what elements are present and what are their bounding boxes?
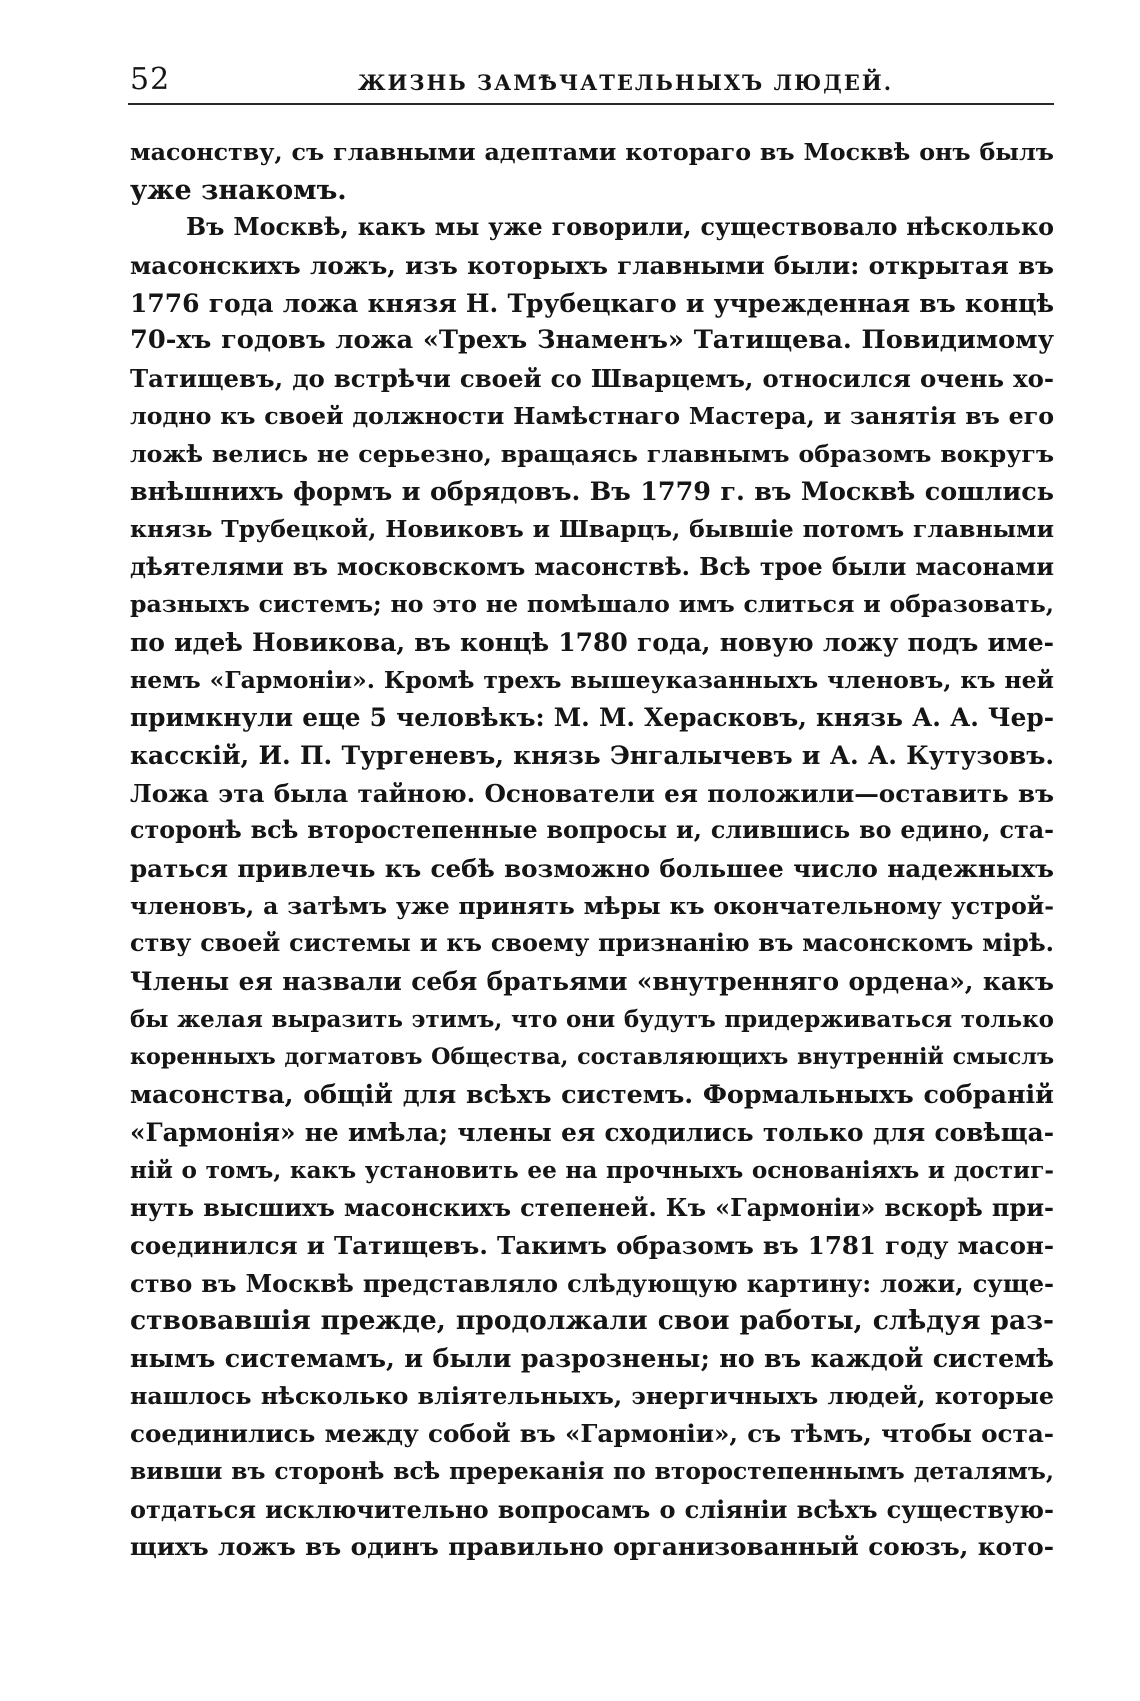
text-line: уже знакомъ. [130, 174, 347, 206]
text-line: «Гармонія» не имѣла; члены ея сходились только для совѣща- [130, 1117, 1054, 1147]
text-line: Члены ея назвали себя братьями «внутренняго ордена», какъ [130, 967, 1054, 997]
text-line: масонству, съ главными адептами котораго въ Москвѣ онъ былъ [130, 138, 1054, 166]
text-line: разныхъ системъ; но это не помѣшало имъ слиться и образовать, [130, 590, 1054, 619]
text-line: сторонѣ всѣ второстепенные вопросы и, слившись во едино, ста- [130, 816, 1054, 845]
text-line: щихъ ложъ въ одинъ правильно организованный союзъ, кото- [130, 1532, 1054, 1562]
text-line: вивши въ сторонѣ всѣ пререканія по второстепеннымъ деталямъ, [130, 1457, 1054, 1486]
text-line: раться привлечь къ себѣ возможно большее число надежныхъ [130, 854, 1054, 884]
text-line: князь Трубецкой, Новиковъ и Шварцъ, бывшіе потомъ главными [130, 514, 1054, 543]
text-line: лодно къ своей должности Намѣстнаго Мастера, и занятія въ его [130, 401, 1054, 430]
text-line: примкнули еще 5 человѣкъ: М. М. Херасковъ, князь А. А. Чер- [130, 703, 1054, 733]
text-line: дѣятелями въ московскомъ масонствѣ. Всѣ трое были масонами [130, 552, 1054, 581]
text-line: Татищевъ, до встрѣчи своей со Шварцемъ, относился очень хо- [130, 364, 1054, 394]
text-line: Ложа эта была тайною. Основатели ея положили—оставить въ [130, 778, 1054, 808]
text-line: Въ Москвѣ, какъ мы уже говорили, существовало нѣсколько [186, 213, 1054, 242]
header-rule [128, 103, 1054, 105]
running-head [128, 62, 1054, 102]
text-line: масонства, общій для всѣхъ системъ. Формальныхъ собраній [130, 1079, 1054, 1110]
text-line: внѣшнихъ формъ и обрядовъ. Въ 1779 г. въ Москвѣ сошлись [130, 476, 1054, 507]
text-line: касскій, И. П. Тургеневъ, князь Энгалычевъ и А. А. Кутузовъ. [130, 741, 1054, 770]
text-line: отдаться исключительно вопросамъ о сліяніи всѣхъ существую- [130, 1494, 1054, 1524]
text-line: ству своей системы и къ своему признанію въ масонскомъ мірѣ. [130, 929, 1054, 958]
text-line: нашлось нѣсколько вліятельныхъ, энергичныхъ людей, которые [130, 1381, 1054, 1410]
text-line: нуть высшихъ масонскихъ степеней. Къ «Гармоніи» вскорѣ при- [130, 1193, 1054, 1223]
text-line: ложѣ велись не серьезно, вращаясь главнымъ образомъ вокругъ [130, 439, 1054, 468]
body-text [130, 134, 1054, 1566]
text-line: ство въ Москвѣ представляло слѣдующую картину: ложи, суще- [130, 1268, 1054, 1298]
text-line: ній о томъ, какъ установить ее на прочныхъ основаніяхъ и достиг- [130, 1156, 1054, 1184]
text-line: 1776 года ложа князя Н. Трубецкаго и учрежденная въ концѣ [130, 288, 1054, 318]
text-line: коренныхъ догматовъ Общества, составляющихъ внутренній смыслъ [130, 1043, 1054, 1070]
text-line: соединились между собой въ «Гармоніи», съ тѣмъ, чтобы оста- [130, 1419, 1054, 1449]
text-line: ствовавшія прежде, продолжали свои работы, слѣдуя раз- [130, 1305, 1054, 1337]
text-line: 70-хъ годовъ ложа «Трехъ Знаменъ» Татищева. Повидимому [130, 325, 1054, 356]
text-line: членовъ, а затѣмъ уже принять мѣры къ окончательному устрой- [130, 891, 1054, 920]
text-line: немъ «Гармоніи». Кромѣ трехъ вышеуказанныхъ членовъ, къ ней [130, 665, 1054, 694]
text-line: соединился и Татищевъ. Такимъ образомъ въ 1781 году масон- [130, 1230, 1054, 1260]
text-line: по идеѣ Новикова, въ концѣ 1780 года, новую ложу подъ име- [130, 627, 1054, 657]
text-line: бы желая выразить этимъ, что они будутъ придерживаться только [130, 1005, 1054, 1033]
page-number: 52 [130, 62, 171, 97]
text-line: масонскихъ ложъ, изъ которыхъ главными были: открытая въ [130, 251, 1054, 281]
text-line: нымъ системамъ, и были разрознены; но въ каждой системѣ [130, 1343, 1054, 1373]
running-title: ЖИЗНЬ ЗАМѢЧАТЕЛЬНЫХЪ ЛЮДЕЙ. [358, 70, 894, 95]
